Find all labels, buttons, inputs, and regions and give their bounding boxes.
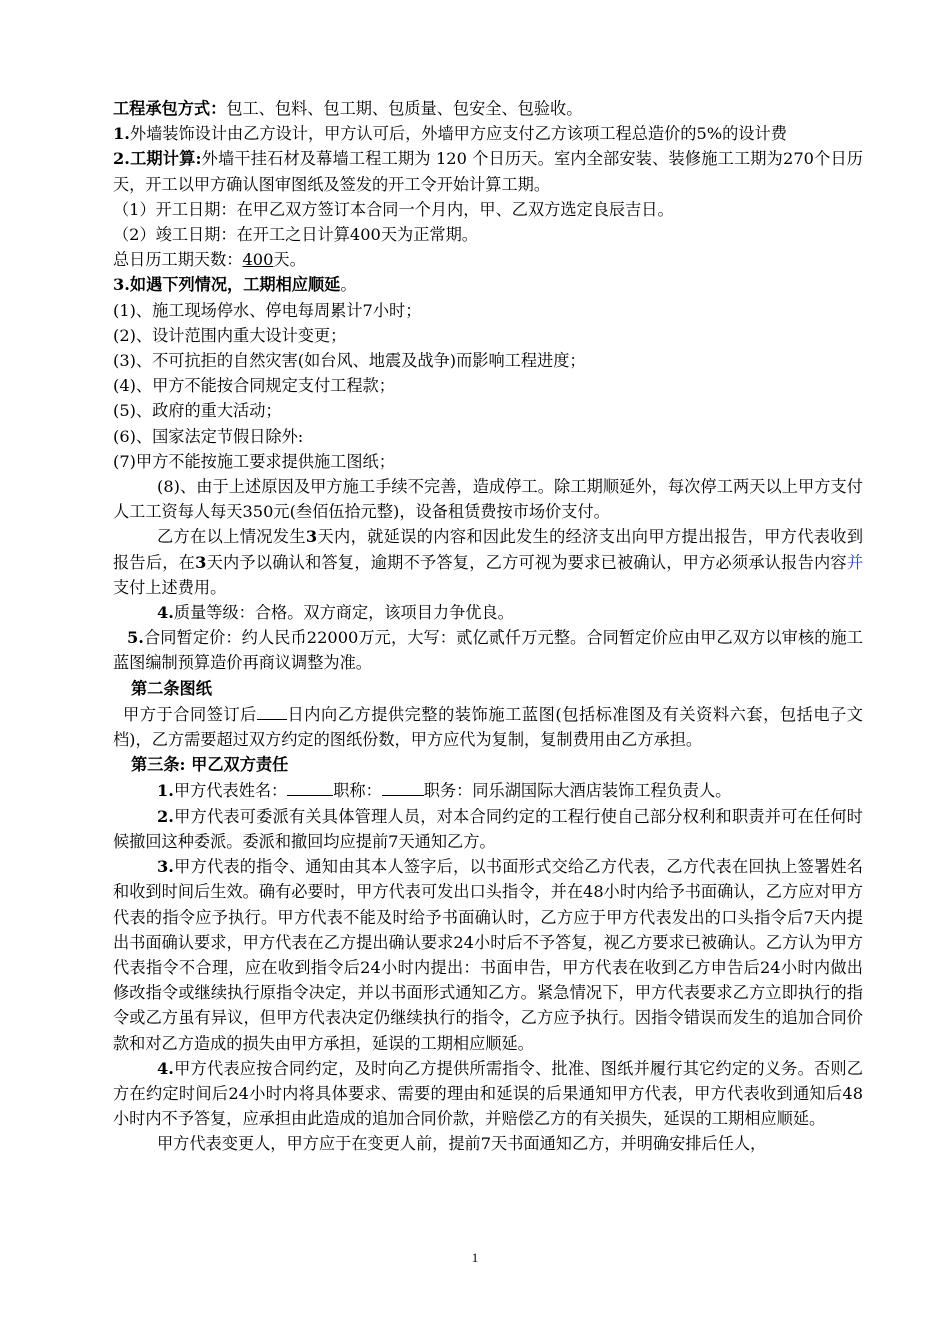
responsibility-4 [113, 1056, 863, 1132]
responsibility-2 [113, 804, 863, 854]
responsibility-1-number: 1. [157, 781, 174, 801]
page-number: 1 [471, 1250, 479, 1265]
days-blank [257, 701, 287, 720]
responsibility-4-number: 4. [157, 1058, 174, 1078]
responsibility-2-text: 甲方代表可委派有关具体管理人员，对本合同约定的工程行使自己部分权利和职责并可在任何时候撤回这种委派。委派和撤回均应提前7天通知乙方。 [113, 806, 863, 851]
document-body [113, 96, 863, 1157]
price-clause-text: 合同暂定价：约人民币22000万元，大写：贰亿贰仟万元整。合同暂定价应由甲乙双方以审核的施工蓝图编制预算造价再商议调整为准。 [113, 628, 863, 673]
extension-item-7: (7)甲方不能按施工要求提供施工图纸； [113, 451, 395, 471]
extension-item-1: (1)、施工现场停水、停电每周累计7小时； [113, 300, 422, 320]
article-2-title [113, 676, 863, 701]
report-paragraph [113, 524, 863, 600]
total-days-unit: 天。 [273, 250, 306, 270]
report-text-g: 支付上述费用。 [113, 577, 227, 597]
contract-mode-line [113, 96, 863, 121]
article-3-title [113, 752, 863, 777]
quality-clause-number: 4. [157, 603, 174, 623]
report-text-c: 天内，就延误的内容和因此发生的经济支出向甲方提出报告，甲方代表收到报告后，在 [113, 527, 864, 572]
report-text-e: 天内予以确认和答复，逾期不予答复，乙方可视为要求已被确认，甲方必须承认报告内容 [206, 552, 847, 572]
responsibility-3-text: 甲方代表的指令、通知由其本人签字后，以书面形式交给乙方代表，乙方代表在回执上签署姓名和收到时间后生效。确有必要时，甲方代表可发出口头指令，并在48小时内给予书面确认，乙方应对甲方代表的指令应予执行。甲方代表不能及时给予书面确认时，乙方应于甲方代表发出的口头指令后7天内提出书面确认要求，甲方代表在乙方提出确认要求24小时后不予答复，视乙方要求已被确认。乙方认为甲方代表指令不合理，应在收到指令后24小时内提出：书面申告，甲方代表在收到乙方申告后24小时内做出修改指令或继续执行原指令决定，并以书面形式通知乙方。紧急情况下，甲方代表要求乙方立即执行的指令或乙方虽有异议，但甲方代表决定仍继续执行的指令，乙方应予执行。因指令错误而发生的追加合同价款和对乙方造成的损失由甲方承担，延误的工期相应顺延。 [113, 857, 863, 1053]
responsibility-4-text: 甲方代表应按合同约定，及时向乙方提供所需指令、批准、图纸并履行其它约定的义务。否则乙方在约定时间后24小时内将具体要求、需要的理由和延误的后果通知甲方代表，甲方代表收到通知后48小时内不予答复，应承担由此造成的追加合同价款，并赔偿乙方的有关损失，延误的工期相应顺延。 [113, 1058, 863, 1129]
report-days-2: 3 [195, 552, 207, 572]
responsibility-3 [113, 854, 863, 1056]
completion-date-line: （2）竣工日期：在开工之日计算400天为正常期。 [113, 225, 478, 245]
schedule-clause-label: 2.工期计算: [113, 149, 202, 169]
total-days-value: 400 [242, 250, 274, 270]
title-blank [382, 777, 424, 796]
report-highlight: 并 [846, 552, 864, 572]
design-clause [113, 121, 863, 146]
article-3-title-text: 第三条: 甲乙双方责任 [131, 755, 289, 775]
schedule-clause [113, 146, 863, 196]
price-clause [113, 625, 863, 675]
name-blank [287, 777, 333, 796]
extension-item-5: (5)、政府的重大活动； [113, 401, 282, 421]
extension-item-4: (4)、甲方不能按合同规定支付工程款； [113, 376, 395, 396]
extension-heading-text: 3.如遇下列情况，工期相应顺延 [113, 275, 341, 295]
responsibility-3-number: 3. [157, 857, 174, 877]
article-2-title-text: 第二条图纸 [131, 678, 212, 698]
responsibility-1-position: 职务：同乐湖国际大酒店装饰工程负责人。 [423, 781, 732, 801]
article-2-paragraph [113, 701, 863, 752]
extension-item-2: (2)、设计范围内重大设计变更； [113, 325, 347, 345]
responsibility-2-number: 2. [157, 806, 174, 826]
extension-heading [113, 272, 863, 297]
responsibility-1 [113, 777, 863, 803]
extension-item-6: (6)、国家法定节假日除外: [113, 426, 304, 446]
contract-mode-label: 工程承包方式： [113, 99, 227, 118]
total-days-line [113, 247, 863, 272]
quality-clause [113, 600, 863, 625]
schedule-clause-text: 外墙干挂石材及幕墙工程工期为 120 个日历天。室内全部安装、装修施工工期为270个日历天，开工以甲方确认图审图纸及签发的开工令开始计算工期。 [113, 149, 863, 194]
total-days-label: 总日历工期天数： [113, 250, 243, 270]
responsibility-1-title-label: 职称： [333, 781, 382, 801]
design-clause-text: 外墙装饰设计由乙方设计，甲方认可后，外墙甲方应支付乙方该项工程总造价的5%的设计费 [129, 124, 787, 144]
quality-clause-text: 质量等级：合格。双方商定，该项目力争优良。 [173, 603, 514, 623]
representative-change-paragraph: 甲方代表变更人，甲方应于在变更人前，提前7天书面通知乙方，并明确安排后任人， [157, 1134, 767, 1154]
start-date-line: （1）开工日期：在甲乙双方签订本合同一个月内，甲、乙双方选定良辰吉日。 [113, 199, 674, 219]
extension-item-8: (8)、由于上述原因及甲方施工手续不完善，造成停工。除工期顺延外，每次停工两天以上甲方支付人工工资每人每天350元(叁佰伍拾元整)，设备租赁费按市场价支付。 [113, 477, 863, 522]
report-text-a: 乙方在以上情况发生 [157, 527, 306, 547]
article-2-text-a: 甲方于合同签订后 [123, 704, 257, 724]
extension-item-3: (3)、不可抗拒的自然灾害(如台风、地震及战争)而影响工程进度； [113, 351, 586, 371]
report-days-1: 3 [305, 527, 318, 547]
article-2-text-b: 日内向乙方提供完整的装饰施工蓝图(包括标准图及有关资料六套，包括电子文档)，乙方需要超过双方约定的图纸份数，甲方应代为复制，复制费用由乙方承担。 [113, 704, 863, 750]
contract-mode-text: 包工、包料、包工期、包质量、包安全、包验收。 [226, 99, 583, 118]
price-clause-number: 5. [127, 628, 144, 648]
extension-heading-end: 。 [340, 275, 357, 295]
responsibility-1-name-label: 甲方代表姓名： [173, 781, 288, 801]
design-clause-number: 1. [113, 124, 130, 144]
